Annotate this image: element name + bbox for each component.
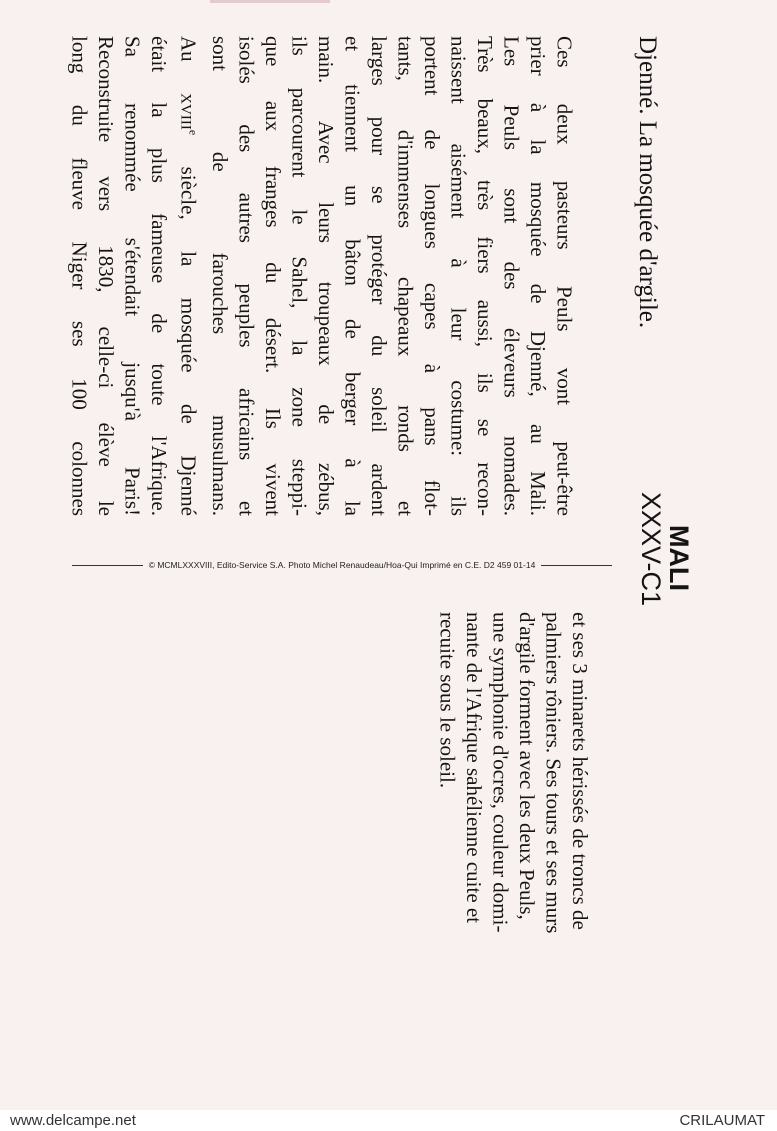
text-line: long du fleuve Niger ses 100 colonnes (67, 36, 92, 516)
text-line: et tiennent un bâton de berger à la (340, 36, 365, 516)
text-line: était la plus fameuse de toute l'Afrique. (147, 36, 171, 516)
footer-seller-name: CRILAUMAT (679, 1112, 765, 1129)
text-fragment: siècle, la mosquée de Djenné (176, 135, 201, 516)
caption-place: Djenné. (634, 36, 661, 115)
body-text-column-2 (434, 612, 593, 1092)
text-line: Très beaux, très fiers aussi, ils se recon- (473, 36, 497, 516)
text-line: recuite sous le soleil. (435, 612, 460, 789)
country-title: MALI (664, 525, 694, 591)
text-line: naissent aisément à leur costume: ils (446, 36, 471, 516)
caption (632, 36, 662, 496)
text-line: Reconstruite vers 1830, celle-ci élève le (94, 36, 118, 516)
text-line: Les Peuls sont des éleveurs nomades. (499, 36, 524, 516)
text-line: nante de l'Afrique sahélienne cuite et (462, 612, 486, 924)
text-line: main. Avec leurs troupeaux de zébus, (314, 36, 338, 516)
text-line: portent de longues capes à pans flot- (420, 36, 444, 516)
text-fragment: Au (176, 36, 201, 94)
text-line: sont de farouches musulmans. (208, 36, 232, 516)
text-line: une symphonie d'ocres, couleur domi- (488, 612, 513, 933)
text-line: prier à la mosquée de Djenné, au Mali. (526, 36, 550, 516)
century-numeral: XVIII (177, 93, 194, 130)
card-code: XXXV-C1 (636, 492, 666, 607)
divider-rule-left (72, 565, 143, 566)
footer-site-link[interactable]: www.delcampe.net (10, 1112, 136, 1129)
text-line: et ses 3 minarets hérissés de troncs de (568, 612, 592, 930)
text-line: Ces deux pasteurs Peuls vont peut-être (552, 36, 577, 516)
body-text-column-1 (66, 36, 578, 516)
text-line: larges pour se protéger du soleil ardent (367, 36, 391, 516)
text-line: Sa renommée s'étendait jusqu'à Paris! (120, 36, 145, 516)
text-line: palmiers rôniers. Ses tours et ses murs (541, 612, 566, 934)
footer-bar (0, 1110, 777, 1131)
credit-divider (72, 558, 612, 572)
text-line: ils parcourent le Sahel, la zone steppi- (287, 36, 312, 516)
photo-credit: © MCMLXXXVIII, Edito-Service S.A. Photo Michel Renaudeau/Hoa-Qui Imprimé en C.E. D2 459 01-14 (148, 560, 536, 570)
text-line (177, 36, 201, 516)
text-line: d'argile forment avec les deux Peuls, (515, 612, 539, 920)
ordinal-superscript: e (186, 129, 201, 136)
text-line: isolés des autres peuples africains et (234, 36, 259, 516)
divider-rule-right (541, 565, 612, 566)
caption-subject: La mosquée d'argile. (634, 120, 661, 329)
stamp-edge-mark (210, 0, 330, 3)
text-line: que aux franges du désert. Ils vivent (261, 36, 285, 516)
text-line: tants, d'immenses chapeaux ronds et (393, 36, 418, 516)
